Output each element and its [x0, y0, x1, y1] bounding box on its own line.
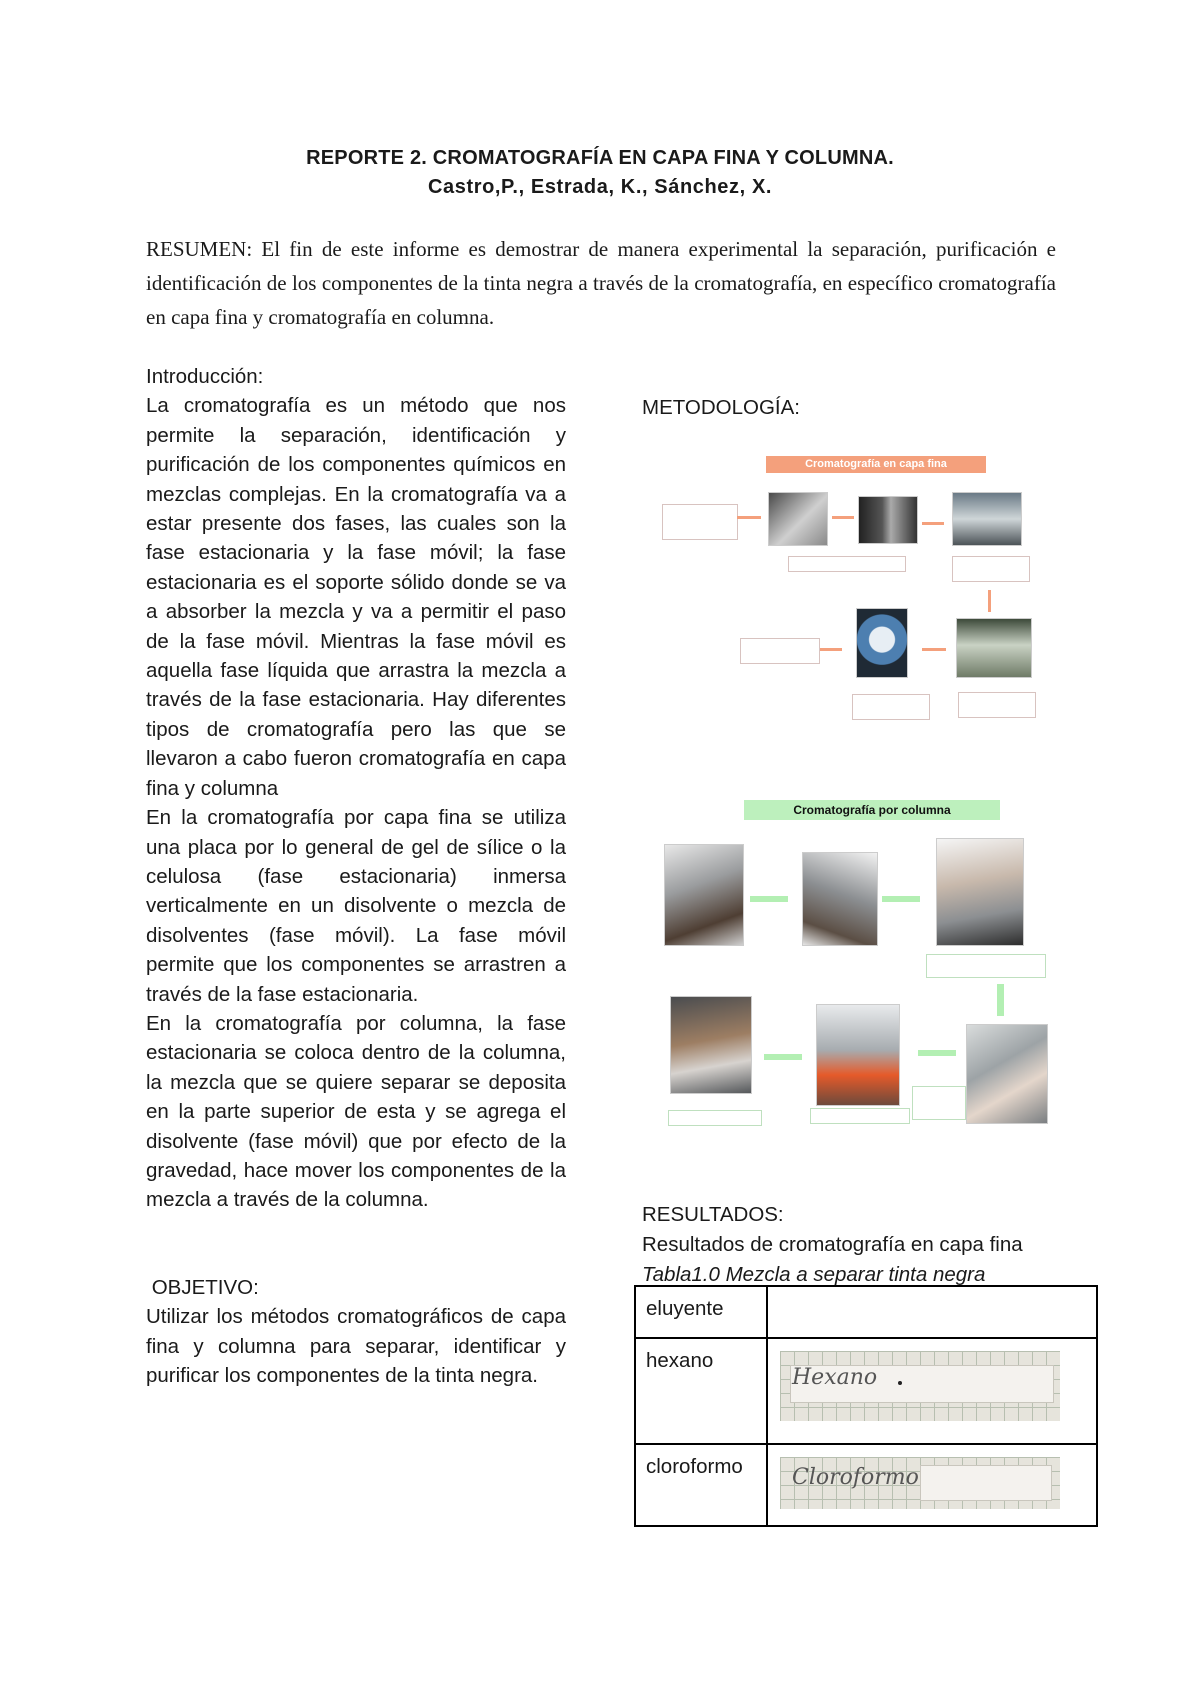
intro-paragraph-1: La cromatografía es un método que nos permite la separación, identificación y purificación de los componentes químicos en mezclas complejas. En la cromatografía va a estar presente dos fases, las cuales son la fase estacionaria y la fase móvil; la fase estacionaria es el soporte sólido donde se va a absorber la mezcla y va a permitir el paso de la fase móvil. Mientras la fase móvil es aquella fase líquida que arrastra la mezcla a través de la fase estacionaria. Hay diferentes tipos de cromatografía pero las que se llevaron a cabo fueron cromatografía en capa fina y columna: [146, 394, 566, 800]
table-cell-label: hexano: [635, 1338, 767, 1444]
intro-paragraph-3: En la cromatografía por columna, la fase estacionaria se coloca dentro de la columna, la mezcla que se quiere separar se deposita en la parte superior de esta y se agrega el disolvente (fase móvil) que por efecto de la gravedad, hace mover los componentes de la mezcla a través de la columna.: [146, 1011, 566, 1212]
strip-label: Hexano: [792, 1365, 878, 1390]
lab-photo: [768, 492, 828, 546]
tlc-plate-photo: [780, 1351, 1060, 1421]
tlc-step-label: [852, 694, 930, 720]
tlc-diagram-title: Cromatografía en capa fina: [766, 456, 986, 473]
lab-photo: [966, 1024, 1048, 1124]
table-row: [635, 1286, 1097, 1338]
tlc-step-label: [958, 692, 1036, 718]
arrow-right-icon: [832, 516, 854, 519]
abstract: RESUMEN: El fin de este informe es demostrar de manera experimental la separación, purificación e identificación de los componentes de la tinta negra a través de la cromatografía, en específico cromatografía en capa fina y cromatografía en columna.: [146, 237, 1056, 329]
intro-paragraph-2: En la cromatografía por capa fina se utiliza una placa por lo general de gel de sílice o la celulosa (fase estacionaria) inmersa verticalmente en un disolvente o mezcla de disolventes (fase móvil). La fase móvil permite que los componentes se arrastren a través de la fase estacionaria.: [146, 806, 566, 1006]
arrow-right-icon: [882, 896, 920, 902]
table-cell-label: eluyente: [635, 1286, 767, 1338]
table-row: [635, 1444, 1097, 1526]
tlc-plate-photo: [780, 1457, 1060, 1509]
lab-photo: [956, 618, 1032, 678]
results-table: [634, 1285, 1098, 1527]
arrow-right-icon: [737, 516, 761, 519]
arrow-down-icon: [988, 590, 991, 612]
tlc-step-label: [788, 556, 906, 572]
report-authors: Castro,P., Estrada, K., Sánchez, X.: [427, 176, 773, 198]
table-cell-label: cloroformo: [635, 1444, 767, 1526]
arrow-left-icon: [764, 1054, 802, 1060]
arrow-left-icon: [818, 648, 842, 651]
column-diagram-title: Cromatografía por columna: [744, 800, 1000, 820]
tlc-step-label: [740, 638, 820, 664]
arrow-left-icon: [922, 648, 946, 651]
lab-photo: [816, 1004, 900, 1106]
methodology-heading: METODOLOGÍA:: [642, 396, 800, 419]
table-cell-strip: [767, 1338, 1097, 1444]
table-caption: Tabla1.0 Mezcla a separar tinta negra: [642, 1263, 986, 1286]
table-cell-strip: [767, 1444, 1097, 1526]
arrow-down-icon: [997, 984, 1004, 1016]
lab-photo: [856, 608, 908, 678]
right-column: [642, 394, 1102, 422]
arrow-left-icon: [918, 1050, 956, 1056]
title-block: [0, 144, 1200, 202]
lab-photo: [670, 996, 752, 1094]
report-title: REPORTE 2. CROMATOGRAFÍA EN CAPA FINA Y COLUMNA.: [306, 147, 894, 169]
results-section: [642, 1200, 1102, 1290]
lab-photo: [802, 852, 878, 946]
left-column: [146, 362, 566, 1390]
table-row: [635, 1338, 1097, 1444]
arrow-right-icon: [750, 896, 788, 902]
results-subheading: Resultados de cromatografía en capa fina: [642, 1233, 1023, 1256]
results-heading: RESULTADOS:: [642, 1203, 784, 1226]
column-step-label: [926, 954, 1046, 978]
lab-photo: [936, 838, 1024, 946]
lab-photo: [664, 844, 744, 946]
table-cell-strip: [767, 1286, 1097, 1338]
intro-heading: Introducción:: [146, 365, 264, 388]
objective-heading: OBJETIVO:: [146, 1275, 259, 1299]
column-step-label: [668, 1110, 762, 1126]
lab-photo: [858, 496, 918, 544]
tlc-step-label: [952, 556, 1030, 582]
tlc-step-label: [662, 504, 738, 540]
lab-photo: [952, 492, 1022, 546]
objective-text: Utilizar los métodos cromatográficos de capa fina y columna para separar, identificar y purificar los componentes de la tinta negra.: [146, 1305, 566, 1387]
arrow-right-icon: [922, 522, 944, 525]
strip-label: Cloroformo: [792, 1465, 919, 1490]
column-step-label: [652, 962, 898, 974]
column-step-label: [912, 1086, 966, 1120]
column-step-label: [810, 1108, 910, 1124]
